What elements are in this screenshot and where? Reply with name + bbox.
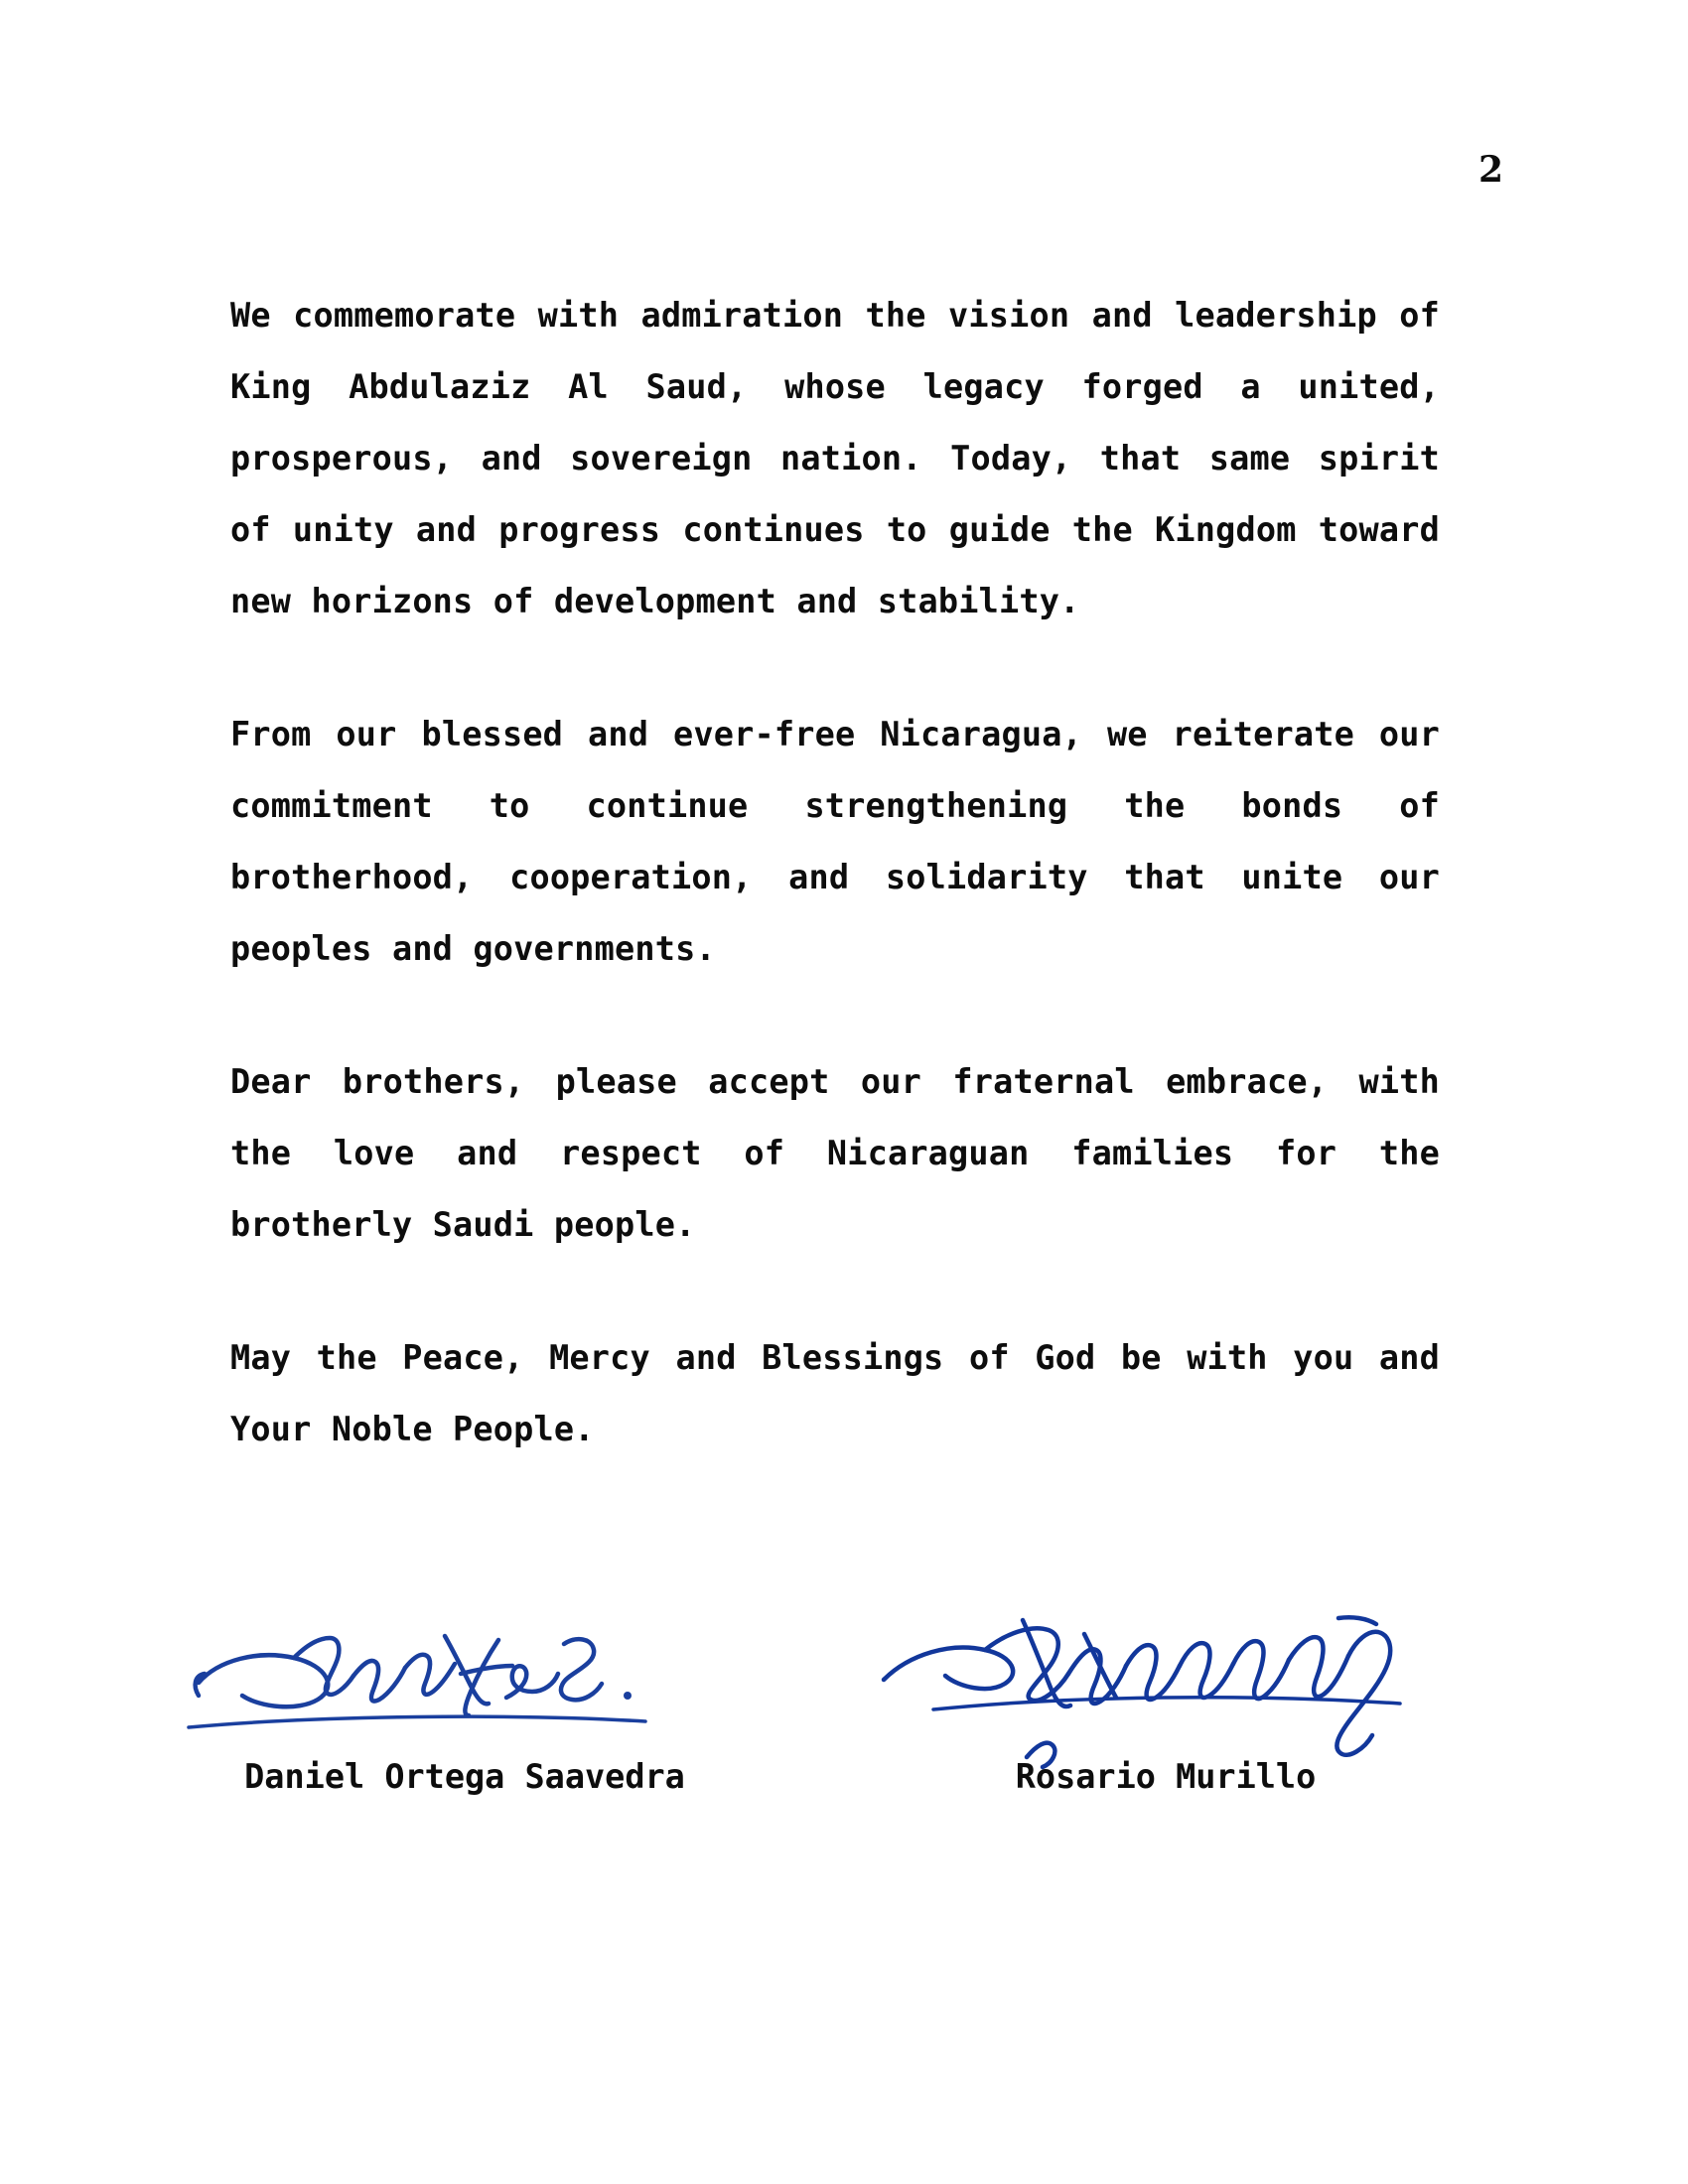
- paragraph-2: From our blessed and ever-free Nicaragua, we reiterate our commitment to continue strengthening the bonds of brotherhood, cooperation, and solidarity that unite our peoples and governments.: [230, 715, 1440, 968]
- page-number: 2: [1477, 149, 1503, 191]
- paragraph-3: Dear brothers, please accept our fraternal embrace, with the love and respect of Nicaraguan families for the brotherly Saudi people.: [230, 1062, 1440, 1244]
- paragraph-1: We commemorate with admiration the vision and leadership of King Abdulaziz Al Saud, whose legacy forged a united, prosperous, and sovereign nation. Today, that same spirit of unity and progress continues to guide the Kingdom toward new horizons of development and stability.: [230, 296, 1440, 620]
- paragraph-4: May the Peace, Mercy and Blessings of God be with you and Your Noble People.: [230, 1338, 1440, 1448]
- signature-area: [179, 1588, 1509, 1886]
- signature-name-right: Rosario Murillo: [1015, 1757, 1317, 1796]
- letter-body: [230, 280, 1440, 1465]
- signature-block-right: [874, 1588, 1430, 1837]
- signature-block-left: [179, 1588, 735, 1837]
- signature-name-left: Daniel Ortega Saavedra: [244, 1757, 685, 1796]
